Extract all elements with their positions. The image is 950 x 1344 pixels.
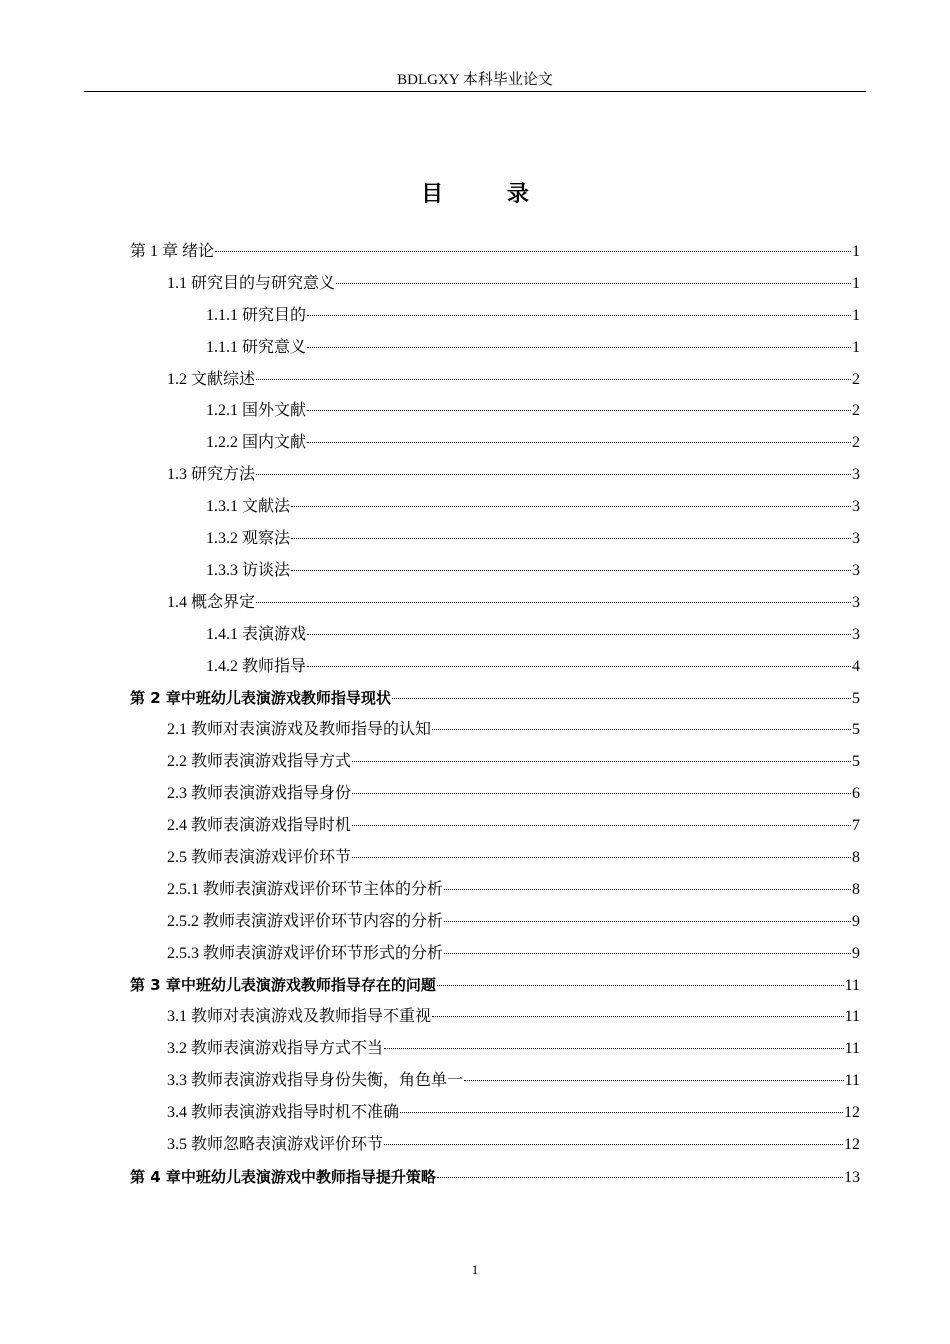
toc-entry-page: 11	[844, 1040, 860, 1058]
toc-entry-label: 2.3 教师表演游戏指导身份	[167, 785, 352, 803]
toc-dot-leader	[215, 251, 851, 252]
toc-entry-label: 2.5.3 教师表演游戏评价环节形式的分析	[167, 944, 444, 962]
toc-entry-label: 第 2 章中班幼儿表演游戏教师指导现状	[130, 689, 391, 708]
toc-entry[interactable]	[130, 912, 860, 932]
toc-entry-page: 11	[844, 977, 860, 995]
toc-dot-leader	[256, 602, 851, 603]
toc-entry[interactable]	[130, 242, 860, 262]
toc-dot-leader	[256, 379, 851, 380]
toc-dot-leader	[336, 283, 851, 284]
toc-entry-page: 1	[852, 274, 860, 292]
toc-dot-leader	[437, 985, 844, 986]
toc-entry-label: 1.3.3 访谈法	[206, 561, 291, 579]
toc-dot-leader	[384, 1144, 843, 1145]
toc-entry-page: 3	[852, 466, 860, 484]
toc-dot-leader	[352, 825, 851, 826]
toc-dot-leader	[444, 921, 851, 922]
toc-dot-leader	[432, 729, 851, 730]
toc-dot-leader	[437, 1177, 843, 1178]
toc-dot-leader	[291, 570, 851, 571]
toc-entry[interactable]	[130, 370, 860, 390]
toc-entry-page: 8	[852, 848, 860, 866]
toc-dot-leader	[444, 889, 851, 890]
toc-entry-page: 12	[844, 1104, 860, 1122]
header-divider	[84, 91, 866, 92]
toc-entry-label: 3.2 教师表演游戏指导方式不当	[167, 1040, 384, 1058]
toc-entry-page: 9	[852, 944, 860, 962]
toc-entry-label: 3.3 教师表演游戏指导身份失衡，角色单一	[167, 1072, 464, 1090]
toc-entry[interactable]	[130, 880, 860, 900]
toc-entry-label: 3.1 教师对表演游戏及教师指导不重视	[167, 1008, 432, 1026]
toc-entry-page: 8	[852, 880, 860, 898]
toc-entry-label: 1.2.2 国内文献	[206, 434, 307, 452]
toc-entry-page: 11	[844, 1072, 860, 1090]
toc-entry-page: 12	[844, 1135, 860, 1153]
toc-entry-page: 2	[852, 434, 860, 452]
toc-entry[interactable]	[130, 593, 860, 613]
toc-entry-label: 1.2.1 国外文献	[206, 402, 307, 420]
toc-dot-leader	[307, 666, 851, 667]
toc-entry-label: 1.3.2 观察法	[206, 530, 291, 548]
toc-entry-label: 第 1 章 绪论	[130, 243, 215, 260]
toc-entry[interactable]	[130, 1071, 860, 1091]
toc-entry-label: 3.5 教师忽略表演游戏评价环节	[167, 1135, 384, 1153]
toc-entry-label: 2.5.1 教师表演游戏评价环节主体的分析	[167, 880, 444, 898]
toc-entry[interactable]	[130, 657, 860, 677]
toc-entry-label: 2.5.2 教师表演游戏评价环节内容的分析	[167, 912, 444, 930]
table-of-contents	[130, 242, 860, 1199]
toc-entry[interactable]	[130, 274, 860, 294]
toc-entry[interactable]	[130, 975, 860, 995]
toc-entry-label: 第 4 章中班幼儿表演游戏中教师指导提升策略	[130, 1167, 436, 1186]
toc-entry-label: 1.4.1 表演游戏	[206, 625, 307, 643]
toc-entry[interactable]	[130, 401, 860, 421]
toc-dot-leader	[256, 474, 851, 475]
toc-dot-leader	[307, 634, 851, 635]
toc-entry[interactable]	[130, 306, 860, 326]
toc-dot-leader	[352, 761, 851, 762]
toc-entry-label: 1.2 文献综述	[167, 370, 256, 388]
toc-entry[interactable]	[130, 433, 860, 453]
toc-entry-page: 3	[852, 530, 860, 548]
page-number: 1	[471, 1262, 479, 1277]
toc-entry[interactable]	[130, 784, 860, 804]
toc-entry-page: 13	[844, 1168, 860, 1186]
toc-entry-page: 5	[852, 721, 860, 739]
toc-entry[interactable]	[130, 816, 860, 836]
toc-entry[interactable]	[130, 1007, 860, 1027]
toc-entry-page: 6	[852, 785, 860, 803]
toc-dot-leader	[444, 953, 851, 954]
toc-entry[interactable]	[130, 529, 860, 549]
toc-entry-page: 2	[852, 370, 860, 388]
toc-entry[interactable]	[130, 1039, 860, 1059]
toc-entry-label: 1.4.2 教师指导	[206, 657, 307, 675]
toc-entry-label: 1.3.1 文献法	[206, 498, 291, 516]
toc-entry-label: 2.1 教师对表演游戏及教师指导的认知	[167, 721, 432, 739]
toc-entry[interactable]	[130, 944, 860, 964]
toc-entry[interactable]	[130, 752, 860, 772]
toc-entry[interactable]	[130, 720, 860, 740]
toc-entry-page: 3	[852, 625, 860, 643]
toc-entry-page: 1	[852, 338, 860, 356]
toc-entry[interactable]	[130, 465, 860, 485]
toc-dot-leader	[307, 442, 851, 443]
toc-entry[interactable]	[130, 561, 860, 581]
toc-dot-leader	[384, 1048, 844, 1049]
toc-entry-label: 2.4 教师表演游戏指导时机	[167, 817, 352, 835]
toc-entry-label: 第 3 章中班幼儿表演游戏教师指导存在的问题	[130, 976, 436, 995]
toc-entry-label: 1.1.1 研究意义	[206, 338, 307, 356]
toc-entry-label: 1.1 研究目的与研究意义	[167, 274, 336, 292]
toc-dot-leader	[352, 793, 851, 794]
toc-dot-leader	[291, 538, 851, 539]
toc-title: 目 录	[421, 182, 557, 207]
toc-entry-label: 1.1.1 研究目的	[206, 306, 307, 324]
toc-entry[interactable]	[130, 848, 860, 868]
toc-dot-leader	[432, 1016, 844, 1017]
toc-entry-page: 3	[852, 498, 860, 516]
toc-entry[interactable]	[130, 338, 860, 358]
toc-entry-page: 3	[852, 561, 860, 579]
toc-entry-page: 5	[852, 753, 860, 771]
toc-entry-page: 1	[852, 306, 860, 324]
toc-entry[interactable]	[130, 688, 860, 708]
page-header: BDLGXY 本科毕业论文	[397, 72, 553, 88]
toc-dot-leader	[307, 315, 851, 316]
toc-entry-label: 1.3 研究方法	[167, 466, 256, 484]
toc-entry-label: 1.4 概念界定	[167, 593, 256, 611]
toc-dot-leader	[352, 857, 851, 858]
toc-entry[interactable]	[130, 625, 860, 645]
toc-entry-page: 9	[852, 912, 860, 930]
toc-dot-leader	[307, 410, 851, 411]
toc-entry[interactable]	[130, 1135, 860, 1155]
toc-entry[interactable]	[130, 497, 860, 517]
toc-entry-label: 2.2 教师表演游戏指导方式	[167, 753, 352, 771]
toc-entry-page: 11	[844, 1008, 860, 1026]
toc-entry-page: 7	[852, 817, 860, 835]
toc-dot-leader	[392, 698, 851, 699]
toc-entry-page: 1	[852, 243, 860, 260]
toc-entry-page: 5	[852, 690, 860, 708]
toc-entry-page: 3	[852, 593, 860, 611]
toc-entry[interactable]	[130, 1103, 860, 1123]
toc-dot-leader	[464, 1080, 844, 1081]
toc-dot-leader	[307, 347, 851, 348]
toc-entry-page: 2	[852, 402, 860, 420]
toc-entry[interactable]	[130, 1167, 860, 1187]
toc-entry-label: 2.5 教师表演游戏评价环节	[167, 848, 352, 866]
toc-dot-leader	[400, 1112, 843, 1113]
toc-entry-label: 3.4 教师表演游戏指导时机不准确	[167, 1104, 400, 1122]
toc-dot-leader	[291, 506, 851, 507]
toc-entry-page: 4	[852, 657, 860, 675]
